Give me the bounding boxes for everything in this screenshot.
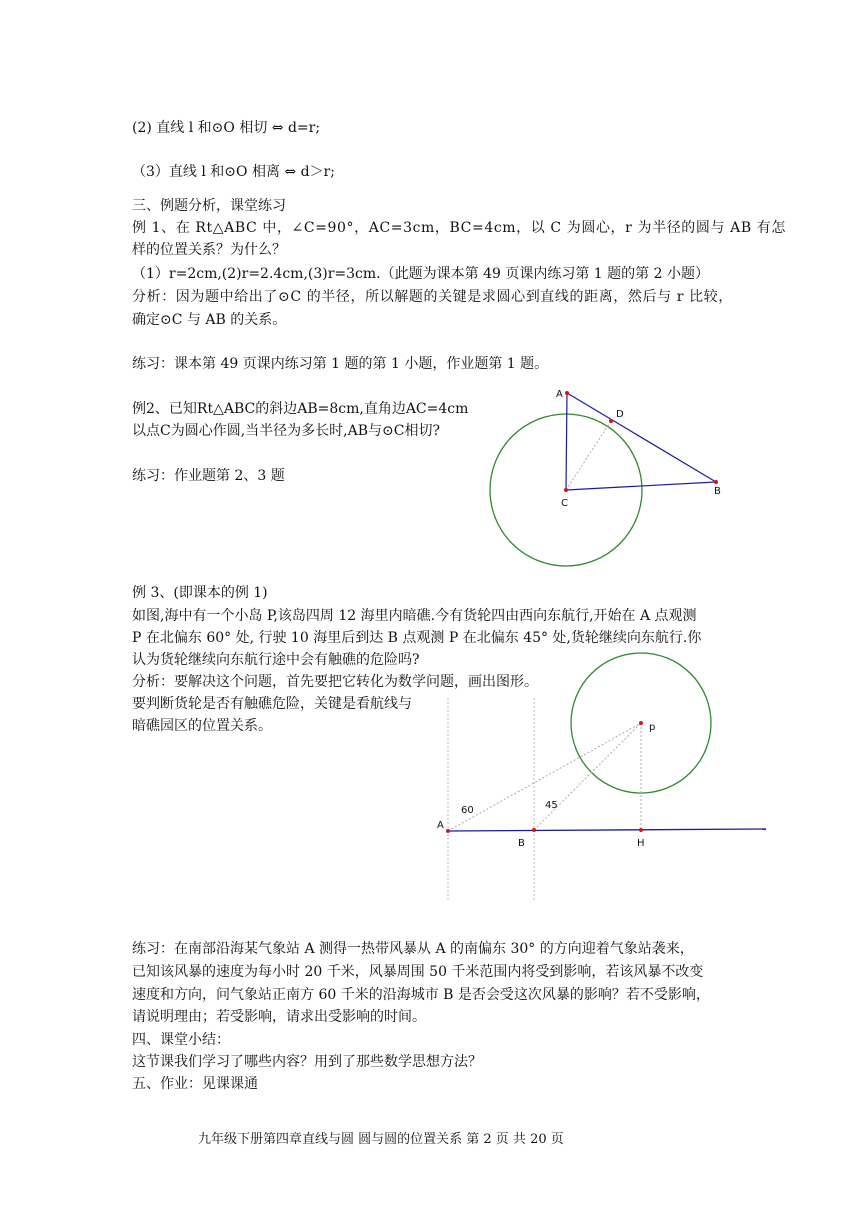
text-line: 分析：因为题中给出了⊙C 的半径，所以解题的关键是求圆心到直线的距离，然后与 r 比较，	[132, 289, 733, 305]
text-line: 已知该风暴的速度为每小时 20 千米，风暴周围 50 千米范围内将受到影响，若该风暴不改变	[132, 964, 704, 980]
label-d: D	[616, 409, 624, 420]
point-a	[446, 829, 450, 833]
figure-ship-reef	[420, 630, 780, 910]
text-line: 认为货轮继续向东航行途中会有触礁的危险吗?	[132, 652, 420, 668]
segment-cb	[566, 482, 716, 490]
label-a: A	[437, 820, 444, 831]
angle-label-45: 45	[545, 800, 558, 811]
text-line: 例2、已知Rt△ABC的斜边AB=8cm,直角边AC=4cm	[132, 401, 469, 417]
text-line: （1）r=2cm,(2)r=2.4cm,(3)r=3cm.（此题为课本第 49 页课内练习第 1 题的第 2 小题）	[132, 266, 709, 282]
text-line: (2) 直线 l 和⊙O 相切 ⇔ d=r;	[132, 120, 321, 136]
text-line: 例 3、(即课本的例 1)	[132, 585, 268, 601]
point-b	[714, 480, 718, 484]
text-line: 暗礁园区的位置关系。	[132, 718, 272, 734]
segment-ap	[448, 723, 641, 831]
label-b: B	[714, 486, 721, 497]
point-d	[609, 419, 613, 423]
label-a: A	[556, 389, 563, 400]
section-heading: 四、课堂小结：	[132, 1032, 230, 1048]
course-line	[448, 829, 766, 831]
section-heading: 五、作业：见课课通	[132, 1076, 258, 1092]
text-line: 如图,海中有一个小岛 P,该岛四周 12 海里内暗礁.今有货轮四由西向东航行,开始在 A 点观测	[132, 608, 697, 624]
segment-cd	[566, 421, 611, 490]
segment-ca	[566, 393, 567, 490]
text-line: 练习：作业题第 2、3 题	[132, 468, 285, 484]
text-line: 分析：要解决这个问题，首先要把它转化为数学问题，画出图形。	[132, 674, 538, 690]
text-line: 练习：课本第 49 页课内练习第 1 题的第 1 小题，作业题第 1 题。	[132, 356, 549, 372]
point-p	[639, 721, 643, 725]
text-line: 样的位置关系？为什么？	[132, 242, 286, 258]
text-line: 确定⊙C 与 AB 的关系。	[132, 312, 287, 328]
section-heading: 三、例题分析，课堂练习	[132, 198, 286, 214]
label-c: C	[561, 498, 568, 509]
segment-bp	[534, 723, 641, 830]
text-line: P 在北偏东 60° 处, 行驶 10 海里后到达 B 点观测 P 在北偏东 45° 处,货轮继续向东航行.你	[132, 630, 702, 646]
point-b	[532, 828, 536, 832]
page-footer: 九年级下册第四章直线与圆 圆与圆的位置关系 第 2 页 共 20 页	[198, 1132, 564, 1147]
text-line: 练习：在南部沿海某气象站 A 测得一热带风暴从 A 的南偏东 30° 的方向迎着气象站袭来，	[132, 941, 694, 957]
point-c	[564, 488, 568, 492]
point-a	[565, 391, 569, 395]
point-h	[639, 828, 643, 832]
text-line: 以点C为圆心作圆,当半径为多长时,AB与⊙C相切?	[132, 423, 440, 439]
segment-ab	[567, 393, 716, 482]
text-line: 这节课我们学习了哪些内容？用到了那些数学思想方法？	[132, 1054, 482, 1070]
text-line: 例 1、在 Rt△ABC 中，∠C=90°，AC=3cm，BC=4cm，以 C 为圆心，r 为半径的圆与 AB 有怎	[132, 220, 786, 236]
text-line: 请说明理由；若受影响，请求出受影响的时间。	[132, 1009, 426, 1025]
text-line: 速度和方向，问气象站正南方 60 千米的沿海城市 B 是否会受这次风暴的影响？若不受影响，	[132, 987, 710, 1003]
text-line: （3）直线 l 和⊙O 相离 ⇔ d＞r;	[132, 164, 335, 180]
label-h: H	[637, 838, 645, 849]
label-b: B	[518, 838, 525, 849]
label-p: p	[649, 722, 656, 733]
figure-triangle-circle	[480, 380, 740, 580]
angle-label-60: 60	[461, 805, 474, 816]
text-line: 要判断货轮是否有触礁危险，关键是看航线与	[132, 696, 412, 712]
